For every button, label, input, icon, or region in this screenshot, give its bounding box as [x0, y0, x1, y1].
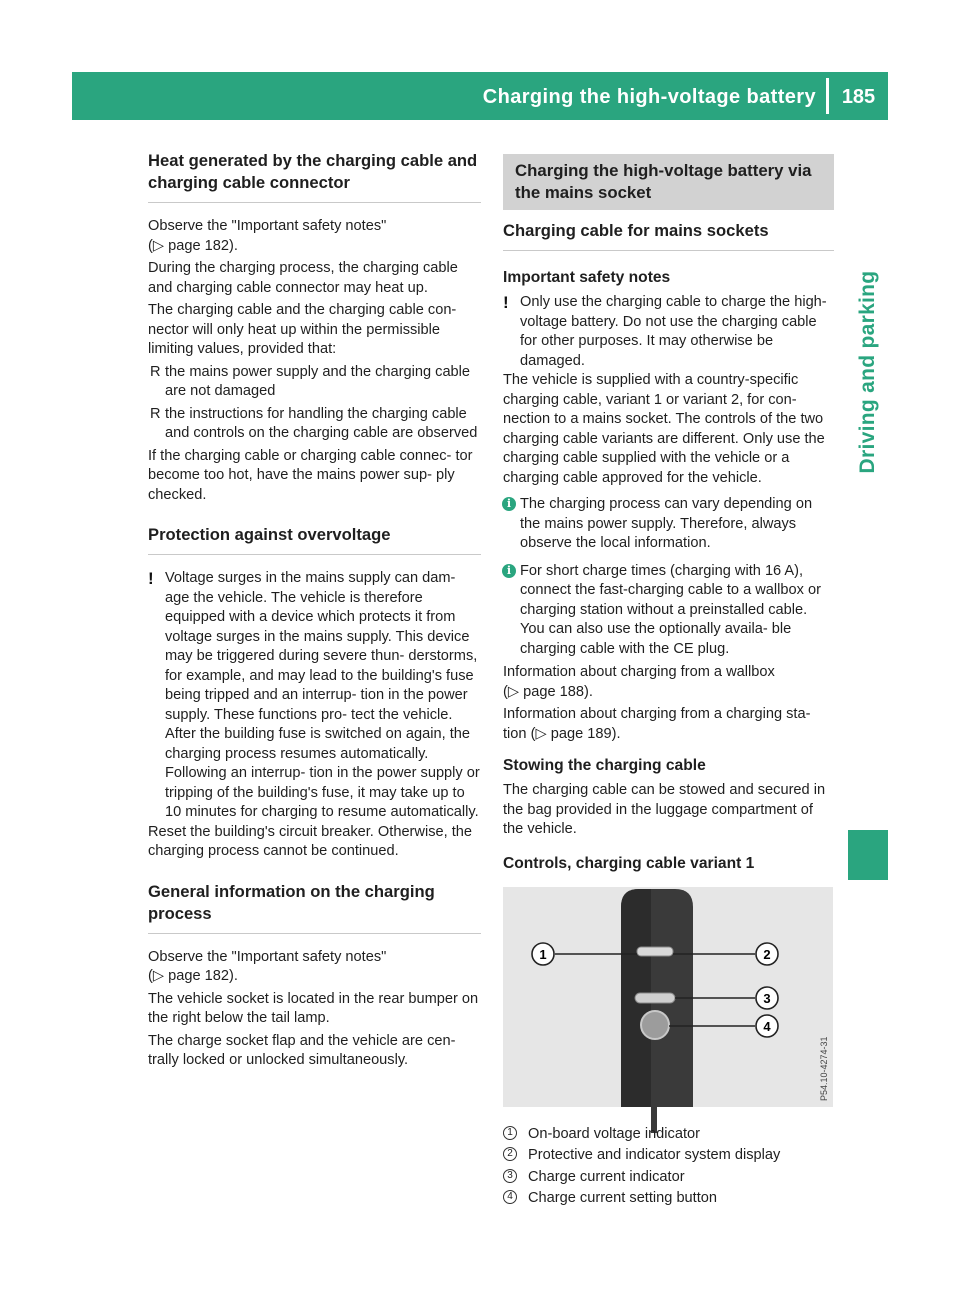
callout-number-4: 4	[763, 1018, 771, 1034]
paragraph: If the charging cable or charging cable connec- tor become too hot, have the mains power sup- ply checked.	[148, 447, 473, 503]
heading-mains-socket: Charging the high-voltage battery via the mains socket	[503, 154, 834, 210]
page-ref-link[interactable]: (▷ page 188).	[503, 683, 593, 700]
voltage-indicator	[637, 947, 673, 956]
heading-controls: Controls, charging cable variant 1	[503, 854, 755, 872]
paragraph	[503, 663, 834, 702]
caption-number: 1	[503, 1126, 517, 1140]
paragraph: During the charging process, the charging cable and charging cable connector may heat up.	[148, 260, 458, 296]
page-number: 185	[841, 86, 876, 108]
caption-text: Charge current indicator	[528, 1168, 685, 1185]
warning-note	[503, 293, 834, 371]
list-item-text: the instructions for handling the charging cable and controls on the charging cable are observed	[165, 405, 478, 441]
side-chapter-label: Driving and parking	[856, 270, 879, 474]
paragraph: Reset the building's circuit breaker. Otherwise, the charging process cannot be continued.	[148, 823, 473, 859]
right-column	[503, 154, 834, 1211]
heading-general-info: General information on the charging process	[148, 881, 481, 934]
warning-icon: !	[148, 569, 154, 588]
caption-number: 2	[503, 1147, 517, 1161]
paragraph: The vehicle is supplied with a country-specific charging cable, variant 1 or variant 2, for con- nection to a mains socket. The controls of the two charging cable variants are different. Only use the charging cable supplied with the vehicle or a charging cable approved for the vehicle.	[503, 372, 825, 486]
info-text: The charging process can vary depending on the mains power supply. Therefore, always observe the local information.	[520, 496, 813, 551]
callout-number-3: 3	[763, 990, 771, 1006]
caption-list	[503, 1125, 834, 1209]
list-item	[148, 405, 481, 444]
page-title: Charging the high-voltage battery	[482, 86, 816, 108]
callout-number-2: 2	[763, 946, 771, 962]
paragraph	[148, 948, 481, 987]
info-icon: i	[502, 497, 516, 511]
left-column	[148, 150, 481, 1074]
warning-note	[148, 569, 481, 823]
text: Information about charging from a wallbox	[503, 664, 775, 680]
caption-number: 3	[503, 1169, 517, 1183]
header-bar	[72, 72, 888, 120]
figure-code: P54.10-4274-31	[819, 1035, 829, 1101]
callout-number-1: 1	[539, 946, 547, 962]
text: Observe the "Important safety notes"	[148, 218, 387, 234]
list-item-text: the mains power supply and the charging cable are not damaged	[165, 363, 471, 399]
charge-current-indicator	[635, 993, 675, 1003]
list-item	[148, 363, 481, 402]
text: Observe the "Important safety notes"	[148, 948, 387, 965]
heading-charging-cable: Charging cable for mains sockets	[503, 220, 834, 251]
caption-item	[503, 1125, 834, 1145]
charging-cable-figure	[503, 887, 833, 1107]
paragraph: The charge socket flap and the vehicle are cen- trally locked or unlocked simultaneously.	[148, 1032, 456, 1068]
caption-item	[503, 1189, 834, 1209]
caption-text: Charge current setting button	[528, 1190, 718, 1206]
paragraph: Information about charging from a charging sta- tion (▷ page 189).	[503, 706, 811, 742]
side-marker-block	[848, 830, 888, 880]
info-note	[503, 562, 834, 660]
caption-item	[503, 1146, 834, 1166]
page-ref-link[interactable]: (▷ page 182).	[148, 237, 238, 254]
info-text: For short charge times (charging with 16 A), connect the fast-charging cable to a wallbox or charging station without a preinstalled cable. You can also use the optionally availa- ble charging cable with the CE plug.	[520, 562, 821, 657]
charging-cable-illustration	[503, 887, 833, 1107]
side-chapter-tab	[848, 222, 888, 522]
warning-text: Voltage surges in the mains supply can dam- age the vehicle. The vehicle is therefore equipped with a device which protects it from voltage surges in the mains supply. This device may be triggered during severe thun- derstorms, for example, and may lead to the building's fuse being tripped and an interrup- tion in the power supply. These functions pro- tect the vehicle. After the building fuse is switched on again, the charging process resumes automatically. Following an interrup- tion in the power supply or tripping of the building's fuse, it may take up to 10 minutes for charging to resume automatically.	[165, 570, 480, 820]
heading-stowing: Stowing the charging cable	[503, 757, 706, 774]
caption-text: On-board voltage indicator	[528, 1125, 700, 1142]
paragraph: The vehicle socket is located in the rear bumper on the right below the tail lamp.	[148, 990, 479, 1026]
bullet-icon: R	[150, 405, 161, 422]
paragraph: The charging cable can be stowed and secured in the bag provided in the luggage compartment of the vehicle.	[503, 782, 826, 837]
page-ref-link[interactable]: (▷ page 182).	[148, 968, 238, 984]
caption-text: Protective and indicator system display	[528, 1147, 781, 1163]
info-icon: i	[502, 564, 516, 578]
paragraph: The charging cable and the charging cable con- nector will only heat up within the permissible limiting values, provided that:	[148, 302, 457, 357]
bullet-icon: R	[150, 363, 161, 380]
setting-button	[641, 1011, 669, 1039]
info-note	[503, 495, 834, 554]
warning-text: Only use the charging cable to charge the high-voltage battery. Do not use the charging cable for other purposes. It may otherwise be damaged.	[520, 294, 827, 369]
warning-icon: !	[503, 293, 509, 312]
heading-safety-notes: Important safety notes	[503, 269, 671, 286]
heading-heat-generated: Heat generated by the charging cable and charging cable connector	[148, 150, 481, 203]
paragraph	[148, 217, 481, 256]
caption-item	[503, 1168, 834, 1188]
caption-number: 4	[503, 1190, 517, 1204]
heading-overvoltage: Protection against overvoltage	[148, 524, 481, 555]
